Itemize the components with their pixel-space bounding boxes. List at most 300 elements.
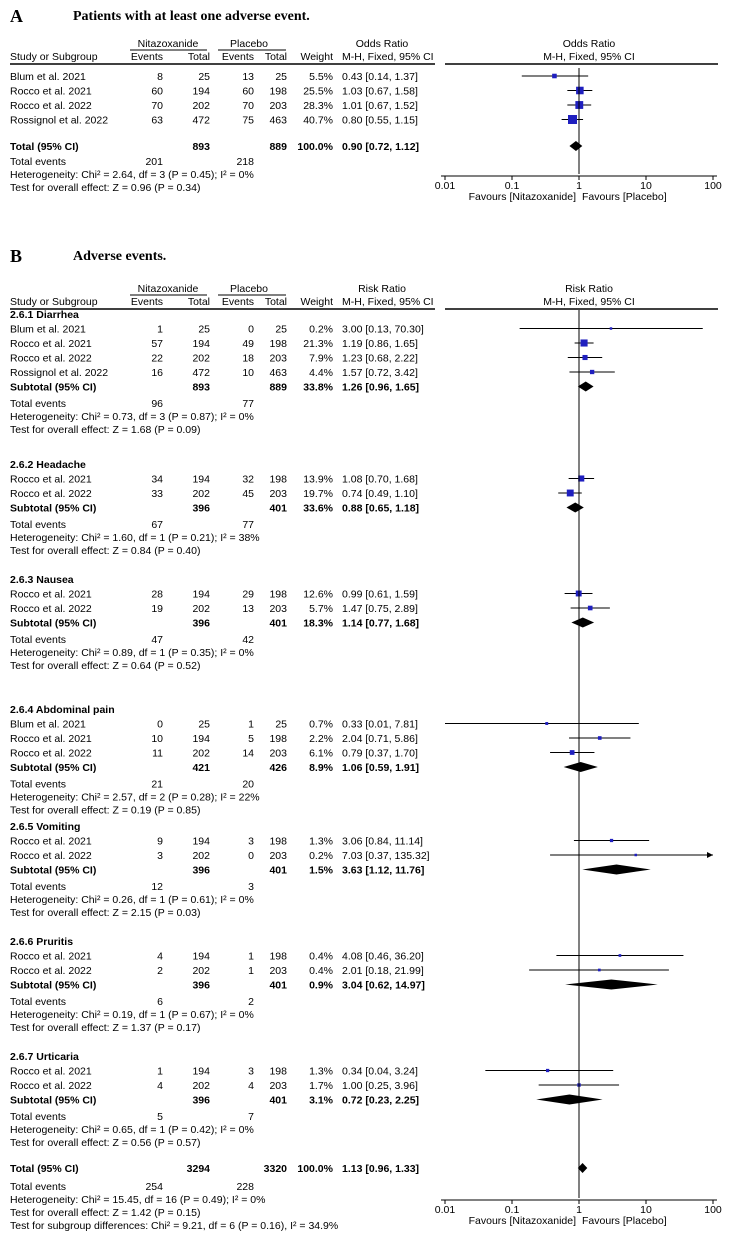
study-name: Blum et al. 2021 — [10, 323, 86, 336]
subgroup-events-group2: 2 — [248, 996, 254, 1008]
subtotal-weight: 3.1% — [309, 1094, 333, 1107]
stats-line: Heterogeneity: Chi² = 0.65, df = 1 (P = 0.42); I² = 0% — [10, 1124, 254, 1136]
panel-label: A — [10, 6, 23, 26]
pooled-diamond — [564, 762, 598, 772]
group1-events: 9 — [157, 835, 163, 848]
study-name: Rocco et al. 2022 — [10, 1080, 92, 1092]
study-name: Rocco et al. 2021 — [10, 473, 92, 486]
study-name: Rocco et al. 2022 — [10, 850, 92, 862]
subgroup-events-group1: 5 — [157, 1111, 163, 1123]
study-name: Rocco et al. 2022 — [10, 603, 92, 615]
group2-events: 14 — [242, 747, 254, 760]
stats-line: Heterogeneity: Chi² = 2.57, df = 2 (P = 0.28); I² = 22% — [10, 791, 260, 804]
study-name: Rocco et al. 2021 — [10, 950, 92, 963]
study-effect-ci: 3.06 [0.84, 11.14] — [342, 835, 423, 848]
subtotal-label: Subtotal (95% CI) — [10, 502, 97, 515]
total-events-label: Total events — [10, 1181, 67, 1193]
events-header: Events — [130, 51, 163, 63]
pooled-diamond — [566, 503, 583, 513]
study-weight: 0.4% — [309, 950, 333, 963]
study-name: Rocco et al. 2021 — [10, 338, 92, 350]
x-tick-label: 0.01 — [434, 180, 456, 192]
study-weight: 4.4% — [309, 367, 333, 379]
subgroup-events-label: Total events — [10, 1111, 67, 1123]
total-header: Total — [187, 296, 210, 308]
group2-total: 198 — [269, 338, 287, 350]
study-weight: 40.7% — [303, 114, 333, 127]
study-effect-ci: 1.47 [0.75, 2.89] — [342, 603, 418, 615]
group2-total: 198 — [269, 1065, 287, 1078]
subtotal-label: Subtotal (95% CI) — [10, 617, 97, 630]
stats-line: Test for overall effect: Z = 0.96 (P = 0.34) — [10, 182, 201, 194]
overall-label: Total (95% CI) — [10, 141, 79, 153]
study-column-header: Study or Subgroup — [10, 51, 98, 63]
study-effect-ci: 1.23 [0.68, 2.22] — [342, 352, 418, 365]
group2-events: 1 — [248, 718, 254, 731]
study-name: Rocco et al. 2022 — [10, 965, 92, 977]
study-point — [598, 969, 601, 972]
stats-line: Heterogeneity: Chi² = 0.89, df = 1 (P = 0.35); I² = 0% — [10, 647, 254, 659]
subgroup-events-label: Total events — [10, 996, 67, 1008]
weight-header: Weight — [300, 51, 333, 63]
group2-events: 13 — [242, 603, 254, 615]
subtotal-weight: 8.9% — [309, 762, 333, 774]
x-tick-label: 10 — [640, 180, 652, 192]
subtotal-effect-ci: 3.04 [0.62, 14.97] — [342, 979, 425, 992]
group2-events: 18 — [242, 352, 254, 365]
group1-events: 3 — [157, 850, 163, 862]
group1-events: 0 — [157, 718, 163, 731]
study-weight: 0.2% — [309, 323, 333, 336]
group2-events: 3 — [248, 1065, 254, 1078]
study-weight: 1.7% — [309, 1080, 333, 1092]
total-header: Total — [264, 296, 287, 308]
stats-line: Test for overall effect: Z = 1.42 (P = 0.15) — [10, 1207, 201, 1219]
total-header: Total — [264, 51, 287, 63]
study-effect-ci: 1.03 [0.67, 1.58] — [342, 85, 418, 98]
pooled-diamond — [571, 618, 594, 628]
weight-header: Weight — [300, 296, 333, 308]
group2-events: 49 — [242, 338, 254, 350]
study-point — [598, 736, 602, 740]
study-point — [581, 339, 588, 346]
stats-line: Test for subgroup differences: Chi² = 9.21, df = 6 (P = 0.16), I² = 34.9% — [10, 1220, 339, 1232]
group1-events: 70 — [151, 100, 163, 112]
group1-header: Nitazoxanide — [137, 38, 199, 50]
study-weight: 25.5% — [303, 85, 333, 98]
group2-header: Placebo — [230, 38, 268, 50]
method-header: M-H, Fixed, 95% CI — [342, 296, 434, 308]
group1-header: Nitazoxanide — [137, 283, 199, 295]
study-effect-ci: 1.01 [0.67, 1.52] — [342, 100, 418, 112]
events-header: Events — [221, 51, 254, 63]
group2-events: 5 — [248, 733, 254, 745]
subgroup-title: 2.6.5 Vomiting — [10, 821, 81, 833]
subtotal-group2-total: 401 — [269, 979, 287, 992]
study-effect-ci: 0.33 [0.01, 7.81] — [342, 718, 418, 731]
pooled-diamond — [536, 1095, 602, 1105]
subgroup-events-group2: 77 — [242, 519, 254, 531]
subtotal-group1-total: 396 — [192, 502, 210, 515]
study-weight: 0.2% — [309, 850, 333, 862]
subtotal-weight: 33.6% — [303, 502, 333, 515]
subgroup-events-group2: 7 — [248, 1111, 254, 1123]
group2-total: 198 — [269, 85, 287, 98]
subgroup-events-group2: 20 — [242, 778, 254, 791]
study-effect-ci: 7.03 [0.37, 135.32] — [342, 850, 430, 862]
study-point — [590, 370, 594, 374]
study-name: Blum et al. 2021 — [10, 718, 86, 731]
group2-total: 198 — [269, 950, 287, 963]
overall-weight: 100.0% — [297, 141, 333, 153]
group1-events: 1 — [157, 1065, 163, 1078]
x-tick-label: 1 — [576, 1204, 582, 1216]
study-weight: 1.3% — [309, 1065, 333, 1078]
study-column-header: Study or Subgroup — [10, 296, 98, 308]
subtotal-label: Subtotal (95% CI) — [10, 864, 97, 877]
group1-events: 63 — [151, 114, 163, 127]
subgroup-events-group2: 3 — [248, 881, 254, 893]
group2-total: 203 — [269, 603, 287, 615]
study-effect-ci: 0.79 [0.37, 1.70] — [342, 747, 418, 760]
subtotal-group1-total: 396 — [192, 979, 210, 992]
total-events-label: Total events — [10, 156, 67, 168]
stats-line: Heterogeneity: Chi² = 0.19, df = 1 (P = 0.67); I² = 0% — [10, 1009, 254, 1021]
group2-events: 10 — [242, 367, 254, 379]
group1-events: 60 — [151, 85, 163, 98]
overall-label: Total (95% CI) — [10, 1163, 79, 1175]
group1-total: 202 — [192, 100, 210, 112]
subtotal-effect-ci: 0.88 [0.65, 1.18] — [342, 502, 420, 515]
stats-line: Heterogeneity: Chi² = 15.45, df = 16 (P = 0.49); I² = 0% — [10, 1194, 266, 1206]
group1-events: 1 — [157, 323, 163, 336]
group2-events: 13 — [242, 71, 254, 83]
group1-events: 2 — [157, 965, 163, 977]
group2-header: Placebo — [230, 283, 268, 295]
study-name: Rossignol et al. 2022 — [10, 114, 109, 127]
stats-line: Test for overall effect: Z = 0.19 (P = 0.85) — [10, 804, 201, 817]
group2-events: 0 — [248, 850, 254, 862]
subgroup-events-group2: 42 — [242, 634, 254, 646]
study-effect-ci: 1.19 [0.86, 1.65] — [342, 338, 418, 350]
total-events-group2: 228 — [236, 1181, 254, 1193]
panel-label: B — [10, 246, 23, 266]
study-weight: 2.2% — [309, 733, 333, 745]
plot-column-header: Odds Ratio — [562, 38, 616, 50]
group2-total: 198 — [269, 473, 287, 486]
subgroup-events-label: Total events — [10, 519, 67, 531]
stats-line: Test for overall effect: Z = 0.84 (P = 0.40) — [10, 545, 201, 557]
study-name: Rossignol et al. 2022 — [10, 367, 109, 379]
study-effect-ci: 0.74 [0.49, 1.10] — [342, 488, 418, 500]
group1-events: 19 — [151, 603, 163, 615]
total-header: Total — [187, 51, 210, 63]
study-point — [635, 854, 637, 856]
overall-effect-ci: 0.90 [0.72, 1.12] — [342, 141, 420, 153]
group2-events: 75 — [242, 114, 254, 127]
study-point — [567, 490, 574, 497]
subgroup-title: 2.6.7 Urticaria — [10, 1051, 79, 1063]
group1-total: 194 — [192, 835, 210, 848]
study-effect-ci: 0.43 [0.14, 1.37] — [342, 71, 418, 83]
group1-events: 34 — [151, 473, 163, 486]
stats-line: Test for overall effect: Z = 0.64 (P = 0.52) — [10, 660, 201, 672]
group1-total: 194 — [192, 85, 210, 98]
group1-total: 194 — [192, 1065, 210, 1078]
pooled-diamond — [582, 865, 650, 875]
study-name: Rocco et al. 2022 — [10, 352, 92, 365]
subgroup-title: 2.6.6 Pruritis — [10, 936, 74, 948]
group2-events: 29 — [242, 588, 254, 601]
group1-total: 194 — [192, 473, 210, 486]
subtotal-effect-ci: 1.06 [0.59, 1.91] — [342, 762, 420, 774]
study-effect-ci: 3.00 [0.13, 70.30] — [342, 323, 424, 336]
group2-total: 203 — [269, 352, 287, 365]
study-point — [545, 722, 548, 725]
subgroup-title: 2.6.4 Abdominal pain — [10, 704, 115, 716]
study-weight: 6.1% — [309, 747, 333, 760]
group1-events: 4 — [157, 950, 163, 963]
group2-events: 0 — [248, 323, 254, 336]
group1-total: 202 — [192, 488, 210, 500]
subtotal-group1-total: 396 — [192, 864, 210, 877]
group2-total: 25 — [275, 718, 287, 731]
group1-events: 4 — [157, 1080, 163, 1092]
study-weight: 1.3% — [309, 835, 333, 848]
x-tick-label: 0.01 — [434, 1204, 456, 1216]
study-weight: 13.9% — [303, 473, 333, 486]
study-weight: 0.7% — [309, 718, 333, 731]
study-effect-ci: 0.99 [0.61, 1.59] — [342, 588, 418, 601]
group1-total: 202 — [192, 603, 210, 615]
subtotal-weight: 18.3% — [303, 617, 333, 630]
study-weight: 0.4% — [309, 965, 333, 977]
group2-total: 203 — [269, 747, 287, 760]
subtotal-group1-total: 396 — [192, 617, 210, 630]
stats-line: Heterogeneity: Chi² = 0.26, df = 1 (P = 0.61); I² = 0% — [10, 894, 254, 906]
subtotal-group2-total: 401 — [269, 1094, 287, 1107]
stats-line: Test for overall effect: Z = 2.15 (P = 0.03) — [10, 907, 201, 919]
study-name: Blum et al. 2021 — [10, 71, 86, 83]
study-point — [610, 839, 613, 842]
subtotal-label: Subtotal (95% CI) — [10, 381, 97, 394]
group1-events: 33 — [151, 488, 163, 500]
panel-title: Adverse events. — [73, 249, 167, 264]
overall-group1-total: 893 — [192, 141, 210, 153]
subtotal-group2-total: 401 — [269, 864, 287, 877]
subgroup-events-label: Total events — [10, 398, 67, 410]
subtotal-effect-ci: 0.72 [0.23, 2.25] — [342, 1094, 420, 1107]
subtotal-group2-total: 401 — [269, 617, 287, 630]
subtotal-group1-total: 893 — [192, 381, 210, 394]
group2-total: 198 — [269, 835, 287, 848]
subtotal-effect-ci: 1.26 [0.96, 1.65] — [342, 381, 420, 394]
study-effect-ci: 4.08 [0.46, 36.20] — [342, 950, 424, 963]
group1-total: 202 — [192, 352, 210, 365]
favours-left-label: Favours [Nitazoxanide] — [468, 1215, 576, 1227]
group2-total: 198 — [269, 588, 287, 601]
study-weight: 7.9% — [309, 352, 333, 365]
study-point — [576, 87, 584, 95]
group2-total: 25 — [275, 323, 287, 336]
study-point — [582, 355, 587, 360]
subtotal-group2-total: 426 — [269, 762, 287, 774]
study-weight: 21.3% — [303, 338, 333, 350]
group1-total: 202 — [192, 747, 210, 760]
study-name: Rocco et al. 2022 — [10, 488, 92, 500]
study-name: Rocco et al. 2021 — [10, 1065, 92, 1078]
subtotal-weight: 1.5% — [309, 864, 333, 877]
study-weight: 5.5% — [309, 71, 333, 83]
group1-total: 472 — [192, 114, 210, 127]
subgroup-events-group2: 77 — [242, 398, 254, 410]
plot-method-header: M-H, Fixed, 95% CI — [543, 296, 635, 308]
subtotal-group2-total: 889 — [269, 381, 287, 394]
stats-line: Test for overall effect: Z = 1.37 (P = 0.17) — [10, 1022, 201, 1034]
study-weight: 12.6% — [303, 588, 333, 601]
events-header: Events — [221, 296, 254, 308]
subgroup-events-label: Total events — [10, 634, 67, 646]
study-effect-ci: 0.34 [0.04, 3.24] — [342, 1065, 418, 1078]
group1-events: 10 — [151, 733, 163, 745]
study-effect-ci: 2.04 [0.71, 5.86] — [342, 733, 418, 745]
group2-events: 3 — [248, 835, 254, 848]
events-header: Events — [130, 296, 163, 308]
overall-group2-total: 3320 — [263, 1163, 287, 1175]
group2-total: 203 — [269, 965, 287, 977]
group1-events: 16 — [151, 367, 163, 379]
subtotal-weight: 33.8% — [303, 381, 333, 394]
group2-total: 463 — [269, 114, 287, 127]
study-point — [570, 750, 575, 755]
group2-total: 203 — [269, 100, 287, 112]
favours-right-label: Favours [Placebo] — [582, 1215, 667, 1227]
group2-events: 45 — [242, 488, 254, 500]
overall-group2-total: 889 — [269, 141, 287, 153]
stats-line: Test for overall effect: Z = 1.68 (P = 0.09) — [10, 424, 201, 436]
x-tick-label: 10 — [640, 1204, 652, 1216]
subtotal-label: Subtotal (95% CI) — [10, 979, 97, 992]
x-tick-label: 1 — [576, 180, 582, 192]
group2-total: 198 — [269, 733, 287, 745]
group1-events: 22 — [151, 352, 163, 365]
x-tick-label: 0.1 — [504, 180, 520, 192]
subgroup-events-group1: 47 — [151, 634, 163, 646]
group2-events: 70 — [242, 100, 254, 112]
total-events-group1: 201 — [145, 156, 163, 168]
total-events-group2: 218 — [236, 156, 254, 168]
group1-total: 472 — [192, 367, 210, 379]
subtotal-label: Subtotal (95% CI) — [10, 762, 97, 774]
x-tick-label: 0.1 — [504, 1204, 520, 1216]
subgroup-events-group1: 96 — [151, 398, 163, 410]
group2-events: 4 — [248, 1080, 254, 1092]
overall-diamond — [569, 141, 582, 151]
study-weight: 5.7% — [309, 603, 333, 615]
study-point — [546, 1069, 549, 1072]
group1-events: 8 — [157, 71, 163, 83]
group1-events: 57 — [151, 338, 163, 350]
group1-total: 202 — [192, 965, 210, 977]
group2-events: 1 — [248, 965, 254, 977]
x-tick-label: 100 — [704, 180, 722, 192]
stats-line: Test for overall effect: Z = 0.56 (P = 0.57) — [10, 1137, 201, 1149]
group2-events: 32 — [242, 473, 254, 486]
stats-line: Heterogeneity: Chi² = 1.60, df = 1 (P = 0.21); I² = 38% — [10, 532, 260, 544]
group1-total: 194 — [192, 588, 210, 601]
study-name: Rocco et al. 2021 — [10, 835, 92, 848]
group1-total: 194 — [192, 338, 210, 350]
stats-line: Heterogeneity: Chi² = 2.64, df = 3 (P = 0.45); I² = 0% — [10, 169, 254, 181]
plot-method-header: M-H, Fixed, 95% CI — [543, 51, 635, 63]
subtotal-effect-ci: 3.63 [1.12, 11.76] — [342, 864, 425, 877]
subtotal-group1-total: 421 — [192, 762, 210, 774]
study-name: Rocco et al. 2021 — [10, 588, 92, 601]
method-header: M-H, Fixed, 95% CI — [342, 51, 434, 63]
subgroup-events-label: Total events — [10, 778, 67, 791]
group2-total: 25 — [275, 71, 287, 83]
group2-total: 203 — [269, 850, 287, 862]
group1-events: 11 — [152, 747, 163, 760]
x-tick-label: 100 — [704, 1204, 722, 1216]
group2-total: 203 — [269, 488, 287, 500]
study-point — [552, 74, 557, 79]
effect-column-header: Odds Ratio — [355, 38, 409, 50]
subgroup-events-group1: 12 — [151, 881, 163, 893]
subgroup-title: 2.6.1 Diarrhea — [10, 309, 79, 321]
overall-weight: 100.0% — [297, 1163, 333, 1175]
group2-events: 1 — [248, 950, 254, 963]
subgroup-events-group1: 67 — [151, 519, 163, 531]
group1-total: 202 — [192, 850, 210, 862]
subtotal-label: Subtotal (95% CI) — [10, 1094, 97, 1107]
group1-total: 25 — [198, 718, 210, 731]
subtotal-group1-total: 396 — [192, 1094, 210, 1107]
study-name: Rocco et al. 2021 — [10, 733, 92, 745]
subgroup-title: 2.6.3 Nausea — [10, 574, 74, 586]
study-weight: 28.3% — [303, 100, 333, 112]
group2-events: 60 — [242, 85, 254, 98]
group1-total: 194 — [192, 733, 210, 745]
subtotal-group2-total: 401 — [269, 502, 287, 515]
overall-effect-ci: 1.13 [0.96, 1.33] — [342, 1163, 420, 1175]
subtotal-weight: 0.9% — [309, 979, 333, 992]
group2-total: 463 — [269, 367, 287, 379]
group1-total: 25 — [198, 323, 210, 336]
study-point — [568, 115, 577, 124]
favours-left-label: Favours [Nitazoxanide] — [468, 191, 576, 203]
group1-total: 194 — [192, 950, 210, 963]
study-effect-ci: 2.01 [0.18, 21.99] — [342, 965, 424, 977]
subgroup-events-label: Total events — [10, 881, 67, 893]
pooled-diamond — [578, 382, 594, 392]
study-effect-ci: 1.00 [0.25, 3.96] — [342, 1080, 418, 1092]
study-effect-ci: 1.08 [0.70, 1.68] — [342, 473, 418, 486]
study-effect-ci: 0.80 [0.55, 1.15] — [342, 114, 418, 127]
subgroup-events-group1: 6 — [157, 996, 163, 1008]
subtotal-effect-ci: 1.14 [0.77, 1.68] — [342, 617, 420, 630]
overall-group1-total: 3294 — [186, 1163, 210, 1175]
group2-total: 203 — [269, 1080, 287, 1092]
ci-arrow — [707, 852, 713, 858]
total-events-group1: 254 — [145, 1181, 163, 1193]
study-effect-ci: 1.57 [0.72, 3.42] — [342, 367, 418, 379]
study-point — [619, 954, 622, 957]
plot-column-header: Risk Ratio — [565, 283, 613, 295]
effect-column-header: Risk Ratio — [358, 283, 406, 295]
study-name: Rocco et al. 2022 — [10, 747, 92, 760]
study-weight: 19.7% — [303, 488, 333, 500]
